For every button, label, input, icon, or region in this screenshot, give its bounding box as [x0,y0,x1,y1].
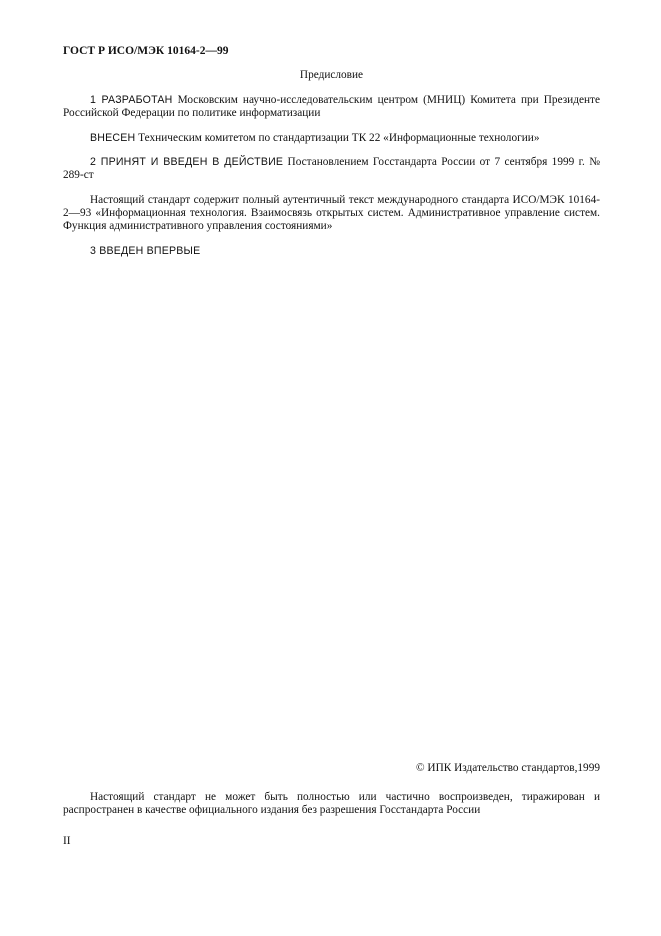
paragraph-adopted [63,156,600,182]
page-number: II [63,835,71,847]
paragraph-text: Московским научно-исследовательским центром (МНИЦ) Комитета при Президенте Российской Федерации по политике информатизации [63,94,600,119]
paragraph-text: Настоящий стандарт содержит полный аутентичный текст международного стандарта ИСО/МЭК 10164-2—93 «Информационная технология. Взаимосвязь открытых систем. Административное управление систем. Функция административного управления состояниями» [63,194,600,232]
paragraph-first-introduced [63,245,600,258]
section-title: Предисловие [299,69,364,81]
paragraph-lead: 2 ПРИНЯТ И ВВЕДЕН В ДЕЙСТВИЕ [90,156,284,168]
copyright: © ИПК Издательство стандартов,1999 [416,762,600,774]
paragraph-lead: 3 ВВЕДЕН ВПЕРВЫЕ [90,245,201,257]
paragraph-content [63,194,600,233]
paragraph-developed [63,94,600,120]
paragraph-introduced [63,132,600,145]
document-header: ГОСТ Р ИСО/МЭК 10164-2—99 [63,45,229,57]
paragraph-lead: 1 РАЗРАБОТАН [90,94,173,106]
paragraph-lead: ВНЕСЕН [90,132,136,144]
paragraph-text: Техническим комитетом по стандартизации ТК 22 «Информационные технологии» [135,132,540,144]
paragraph-text: Постановлением Госстандарта России от 7 сентября 1999 г. № 289-ст [63,156,600,181]
reproduction-notice: Настоящий стандарт не может быть полностью или частично воспроизведен, тиражирован и распространен в качестве официального издания без разрешения Госстандарта России [63,791,600,816]
